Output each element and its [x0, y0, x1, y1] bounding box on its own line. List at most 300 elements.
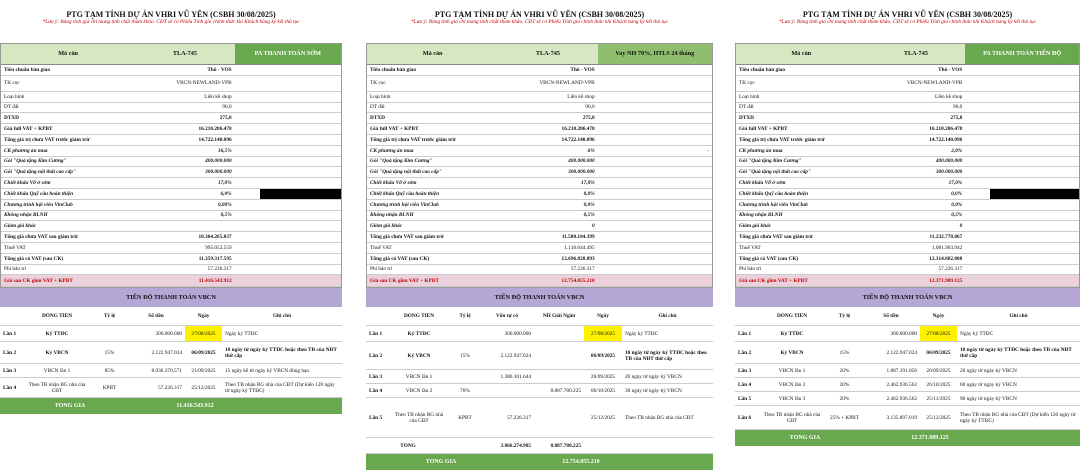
price-row: [736, 76, 1079, 92]
schedule-header: [0, 307, 342, 326]
schedule-cell: Lần 4: [3, 384, 17, 391]
row-label: CK phương án mua: [739, 147, 783, 154]
row-label: Tổng giá chưa VAT sau giảm trừ: [370, 234, 444, 241]
price-row: [1, 167, 341, 178]
row-label: Chiết khấu Quỹ cầu hoàn thiện: [370, 190, 440, 197]
schedule-cell: Theo TB nhận BG nhà của CĐT: [625, 414, 694, 421]
price-table-header: [367, 44, 712, 65]
total-value: 12.371.909.125: [911, 435, 949, 442]
price-row: [367, 211, 712, 222]
disclaimer-note: *Lưu ý: Bảng tính giá chỉ mang tính chất tham khảo. CĐT sẽ có Phiếu Tính giá chính thức khi Khách hàng ký kết thủ tục: [779, 19, 1036, 25]
row-value: 0,0%: [951, 190, 963, 197]
schedule-cell: Lần 4: [369, 387, 383, 394]
schedule-header-cell: Ghi chú: [1009, 313, 1028, 320]
schedule-row: [366, 370, 713, 384]
row-value: 1.081.903.942: [931, 244, 963, 251]
total-row: [0, 398, 342, 414]
price-row: [736, 189, 1079, 200]
price-row: [736, 113, 1079, 124]
row-label: Tiêu chuẩn bàn giao: [370, 66, 416, 73]
schedule-header-cell: DÒNG TIỀN: [776, 313, 808, 320]
price-row: [1, 157, 341, 168]
schedule-cell: 06/09/2025: [590, 352, 616, 359]
schedule-cell: 20%: [839, 395, 850, 402]
row-label: Giảm giá khác: [370, 223, 403, 230]
schedule-cell: Ký TTĐC: [780, 330, 804, 337]
row-value: 400.000.000: [568, 158, 595, 165]
price-row: [736, 178, 1079, 189]
row-label: CK phương án mua: [370, 147, 414, 154]
schedule-header-cell: Tỷ lệ: [838, 313, 851, 320]
schedule-cell: Lần 3: [738, 367, 752, 374]
row-label: DTXD: [370, 115, 386, 122]
row-value: Thô - VOS: [207, 66, 232, 73]
row-value: 400.000.000: [205, 158, 232, 165]
price-row: [736, 92, 1079, 103]
row-label: DTXD: [4, 115, 20, 122]
header-cell: Mã căn: [58, 51, 78, 57]
row-label: Giá full VAT + KPBT: [370, 126, 419, 133]
schedule-cell: 25/12/2025: [926, 414, 951, 421]
row-value: 12.696.828.893: [561, 255, 595, 262]
row-value: 11.580.184.399: [561, 234, 595, 241]
row-value: VBCN-NEWLAND-VPB: [907, 80, 963, 87]
schedule-cell: 06/10/2025: [590, 387, 616, 394]
schedule-cell: VBCN lần 3: [778, 395, 806, 402]
schedule-row: [366, 384, 713, 398]
schedule-cell: Lần 1: [3, 330, 17, 337]
price-row: [736, 103, 1079, 114]
row-label: Thuế VAT: [739, 244, 761, 251]
row-label: Phí bảo trì: [370, 266, 393, 273]
row-value: 10.364.265.037: [198, 234, 232, 241]
schedule-row: [0, 378, 342, 398]
row-value: 0,00%: [217, 201, 232, 208]
price-row: [736, 243, 1079, 254]
schedule-cell: VBCN lần 2: [405, 387, 433, 394]
row-label: Giảm giá khác: [739, 223, 772, 230]
price-row: [1, 275, 341, 287]
schedule-row: [0, 326, 342, 342]
price-row: [367, 178, 712, 189]
price-row: [1, 103, 341, 114]
price-table: [0, 43, 342, 288]
price-row: [1, 254, 341, 265]
schedule-header-cell: Ngày: [597, 313, 609, 320]
row-value: 14.722.140.096: [198, 136, 232, 143]
price-row: [1, 189, 341, 200]
price-row: [367, 254, 712, 265]
price-row: [736, 200, 1079, 211]
row-value: 0,0%: [951, 201, 963, 208]
price-row: [367, 157, 712, 168]
row-label: Tổng giá có VAT (sau CK): [370, 255, 430, 262]
schedule-cell: 20%: [839, 367, 850, 374]
total-value: 12.754.055.210: [562, 459, 600, 466]
row-value: Liền kề shop: [204, 93, 232, 100]
header-cell: TLA-745: [903, 51, 928, 57]
row-value: 2,0%: [951, 147, 963, 154]
schedule-cell: Lần 3: [369, 373, 383, 380]
schedule-cell: 2.462.936.562: [886, 395, 917, 402]
price-row: [1, 65, 341, 76]
schedule-cell: Theo TB nhận BG nhà của CĐT (Dự kiến 120 ngày từ ngày ký TTĐC): [225, 381, 335, 394]
row-value: 275,8: [582, 115, 595, 122]
row-value: 275,8: [219, 115, 232, 122]
schedule-header-cell: Ghi chú: [272, 313, 292, 320]
panel-title: PTG TẠM TÍNH DỰ ÁN VHRI VŨ YÊN (CSBH 30/08/2025): [66, 10, 276, 19]
row-label: Tổng giá chưa VAT sau giảm trừ: [739, 234, 813, 241]
schedule-cell: Lần 3: [3, 367, 17, 374]
schedule-cell: 20%: [839, 381, 850, 388]
row-value: Thô - VOS: [938, 66, 963, 73]
row-value: 16,5%: [217, 147, 232, 154]
price-row: [736, 275, 1079, 287]
schedule-header-cell: Ngày: [932, 313, 945, 320]
row-label: Tổng giá có VAT (sau CK): [739, 255, 799, 262]
schedule-cell: 26/10/2025: [926, 381, 951, 388]
row-label: Tổng giá có VAT (sau CK): [4, 255, 64, 262]
schedule-cell: 90 ngày từ ngày ký VBCN: [960, 395, 1017, 402]
schedule-header: [735, 307, 1080, 326]
schedule-cell: Lần 1: [369, 330, 383, 337]
row-value: 0,5%: [220, 212, 232, 219]
header-cell: Vay NH 70%, HTLS 24 tháng: [598, 44, 712, 64]
price-row: [367, 113, 712, 124]
price-table-header: [1, 44, 341, 65]
schedule-cell: 2.122.947.024: [500, 352, 531, 359]
row-label: Tổng giá chưa VAT sau giảm trừ: [4, 234, 78, 241]
row-value: 0,0%: [583, 201, 595, 208]
schedule-cell: KPBT: [458, 414, 472, 421]
price-row: [736, 232, 1079, 243]
schedule-cell: Lần 4: [738, 381, 752, 388]
price-row: [1, 113, 341, 124]
schedule-cell: Ký TTĐC: [45, 330, 69, 337]
row-extra: [260, 189, 341, 199]
price-row: [1, 265, 341, 276]
schedule-cell: 85%: [104, 367, 115, 374]
row-extra: -: [707, 147, 709, 154]
row-value: 14.722.140.096: [561, 136, 595, 143]
schedule-cell: 10 ngày từ ngày ký TTĐC hoặc theo TB của NĐT thứ cấp: [625, 349, 707, 362]
schedule-cell: Ký TTĐC: [407, 330, 431, 337]
row-value: 300.000.000: [935, 169, 963, 176]
total-label: TỔNG GIÁ: [425, 459, 457, 466]
price-table: [366, 43, 713, 288]
price-row: [736, 221, 1079, 232]
row-label: Không nhận BLNH: [739, 212, 783, 219]
price-row: [367, 189, 712, 200]
schedule-cell: 70%: [460, 387, 470, 394]
schedule-cell: Lần 6: [738, 414, 752, 421]
row-label: TK cọc: [4, 80, 20, 87]
schedule-cell: 20 ngày từ ngày ký VBCN: [960, 367, 1017, 374]
schedule-cell: 1.887.191.056: [886, 367, 917, 374]
schedule-header-cell: Số tiền: [148, 313, 164, 320]
schedule-header-cell: Ngày: [197, 313, 210, 320]
schedule-cell: 300.000.000: [504, 330, 531, 337]
header-cell: PA THANH TOÁN SỚM: [235, 44, 341, 64]
price-row: [736, 65, 1079, 76]
price-row: [1, 124, 341, 135]
row-value: 11.359.317.595: [198, 255, 232, 262]
schedule-row: [366, 326, 713, 342]
price-row: [367, 135, 712, 146]
schedule-cell: Ngày ký TTĐC: [625, 330, 659, 337]
schedule-cell: Lần 5: [738, 395, 752, 402]
row-label: Chương trình hội viên VinClub: [739, 201, 808, 208]
schedule-cell: VBCN lần 1: [43, 367, 71, 374]
price-row: [736, 157, 1079, 168]
schedule-cell: 26/09/2025: [590, 373, 616, 380]
row-value: 90,0: [222, 104, 232, 111]
schedule-cell: 15%: [460, 352, 470, 359]
schedule-cell: 25/12/2025: [191, 384, 216, 391]
row-label: Tiêu chuẩn bàn giao: [739, 66, 785, 73]
schedule-cell: 27/08/2025: [185, 326, 222, 341]
row-value: Liền kề shop: [567, 93, 595, 100]
schedule-cell: 25% + KPBT: [830, 414, 859, 421]
row-label: DT đất: [4, 104, 19, 111]
schedule-cell: 25/12/2025: [590, 414, 616, 421]
schedule-cell: 15 ngày kể từ ngày ký VBCN đúng hạn: [225, 367, 309, 374]
price-row: [1, 178, 341, 189]
row-value: 1.116.644.495: [564, 244, 595, 251]
price-row: [1, 76, 341, 92]
schedule-row: [366, 342, 713, 370]
price-panel-2: [366, 0, 713, 470]
header-cell: Mã căn: [791, 51, 812, 57]
row-label: Chiết khấu Vỡ ở sớm: [739, 180, 786, 187]
price-panel-3: [735, 0, 1080, 446]
price-row: [367, 92, 712, 103]
row-label: DTXD: [739, 115, 755, 122]
schedule-cell: Ký VBCN: [780, 349, 804, 356]
row-value: 57.226.317: [207, 266, 232, 273]
row-value: 57.226.317: [570, 266, 595, 273]
row-label: Loại hình: [739, 93, 760, 100]
schedule-row: [735, 378, 1080, 392]
total-label: TỔNG GIÁ: [789, 435, 821, 442]
schedule-cell: 8.887.780.225: [550, 387, 581, 394]
row-value: 57.226.317: [938, 266, 963, 273]
row-value: 16.210.206.478: [929, 126, 963, 133]
row-value: 16.210.206.478: [561, 126, 595, 133]
row-value: 12.371.909.125: [929, 277, 963, 284]
schedule-cell: 27/08/2025: [584, 326, 622, 341]
schedule-cell: Ngày ký TTĐC: [225, 330, 259, 337]
total-row: [735, 430, 1080, 446]
row-label: Tổng giá trị chưa VAT trước giảm trừ: [370, 136, 456, 143]
schedule-cell: 25/11/2025: [926, 395, 951, 402]
price-row: [736, 124, 1079, 135]
row-label: Gói "Quà tặng nội thất cao cấp": [4, 169, 76, 176]
row-label: Tổng giá trị chưa VAT trước giảm trừ: [4, 136, 90, 143]
row-label: DT đất: [739, 104, 754, 111]
row-label: Gói "Quà tặng Kim Cương": [739, 158, 802, 165]
price-row: [367, 65, 712, 76]
price-row: [1, 221, 341, 232]
price-row: [367, 76, 712, 92]
row-label: DT đất: [370, 104, 385, 111]
schedule-table: [366, 307, 713, 454]
schedule-cell: 20 ngày từ ngày ký VBCN: [625, 373, 682, 380]
schedule-header-cell: Tỷ lệ: [103, 313, 116, 320]
row-value: 0,5%: [583, 212, 595, 219]
schedule-cell: 300.000.000: [890, 330, 917, 337]
schedule-cell: 1.386.101.644: [500, 373, 531, 380]
schedule-cell: Theo TB nhận BG nhà của CĐT: [763, 411, 821, 424]
schedule-cell: Lần 1: [738, 330, 752, 337]
schedule-cell: Ký VBCN: [407, 352, 431, 359]
schedule-cell: 3.135.897.019: [886, 414, 917, 421]
row-value: 90,0: [585, 104, 595, 111]
row-label: Gói "Quà tặng nội thất cao cấp": [370, 169, 442, 176]
row-extra: [990, 189, 1079, 199]
schedule-table: [735, 307, 1080, 430]
row-value: Thô - VOS: [570, 66, 595, 73]
sum-own-capital: 3.866.274.985: [500, 442, 531, 449]
schedule-header-cell: NH Giải Ngân: [542, 313, 576, 320]
row-value: 14.722.140.096: [929, 136, 963, 143]
schedule-cell: 27/08/2025: [920, 326, 957, 341]
sum-label: TỔNG: [400, 442, 416, 449]
row-label: Chương trình hội viên VinClub: [4, 201, 73, 208]
price-row: [367, 146, 712, 157]
row-value: 300.000.000: [568, 169, 595, 176]
row-value: VBCN-NEWLAND-VPB: [539, 80, 595, 87]
schedule-cell: 26/09/2025: [926, 367, 951, 374]
price-row: [1, 211, 341, 222]
row-label: Gói "Quà tặng nội thất cao cấp": [739, 169, 811, 176]
schedule-title: TIẾN ĐỘ THANH TOÁN VBCN: [366, 288, 713, 307]
schedule-table: [0, 307, 342, 398]
row-label: Phí bảo trì: [4, 266, 27, 273]
schedule-row: [0, 342, 342, 364]
schedule-row: [0, 364, 342, 378]
price-row: [736, 167, 1079, 178]
row-value: Liền kề shop: [934, 93, 963, 100]
row-value: 0: [592, 223, 595, 230]
schedule-cell: 2.462.936.562: [886, 381, 917, 388]
row-label: Giá sau CK gồm VAT + KPBT: [739, 277, 808, 284]
schedule-cell: 8.936.370.571: [151, 367, 182, 374]
price-table: [735, 43, 1080, 288]
row-value: 16.210.206.478: [198, 126, 232, 133]
row-label: Tiêu chuẩn bàn giao: [4, 66, 50, 73]
row-label: TK cọc: [739, 80, 755, 87]
price-row: [367, 124, 712, 135]
schedule-cell: 57.226.317: [507, 414, 531, 421]
schedule-cell: Theo TB nhận BG nhà của CĐT: [394, 411, 444, 424]
schedule-cell: 06/09/2025: [926, 349, 951, 356]
price-row: [1, 135, 341, 146]
row-value: 11.416.543.912: [198, 277, 232, 284]
schedule-cell: 2.122.947.024: [151, 349, 182, 356]
row-value: 6%: [587, 147, 595, 154]
row-label: Loại hình: [370, 93, 391, 100]
price-row: [736, 254, 1079, 265]
schedule-cell: 15%: [104, 349, 115, 356]
row-value: 11.232.778.867: [929, 234, 963, 241]
total-row: [366, 454, 713, 470]
schedule-cell: 57.226.317: [158, 384, 182, 391]
price-row: [1, 92, 341, 103]
schedule-title: TIẾN ĐỘ THANH TOÁN VBCN: [0, 288, 342, 307]
schedule-cell: Lần 5: [369, 414, 383, 421]
row-value: VBCN-NEWLAND-VPB: [176, 80, 232, 87]
total-label: TỔNG GIÁ: [54, 403, 86, 410]
schedule-cell: 10 ngày từ ngày ký TTĐC hoặc theo TB của NĐT thứ cấp: [960, 346, 1072, 359]
header-cell: TLA-745: [535, 51, 560, 57]
row-label: Giảm giá khác: [4, 223, 37, 230]
row-value: 0: [959, 223, 963, 230]
row-value: 995.052.559: [205, 244, 232, 251]
row-label: Thuế VAT: [4, 244, 26, 251]
panel-title: PTG TẠM TÍNH DỰ ÁN VHRI VŨ YÊN (CSBH 30/08/2025): [434, 10, 645, 19]
schedule-row: [735, 342, 1080, 364]
row-label: Chiết khấu Vỡ ở sớm: [370, 180, 417, 187]
row-value: 12.754.055.210: [561, 277, 595, 284]
schedule-cell: VBCN lần 2: [778, 381, 806, 388]
row-label: Loại hình: [4, 93, 25, 100]
row-label: Chiết khấu Quỹ cầu hoàn thiện: [4, 190, 74, 197]
row-label: Phí bảo trì: [739, 266, 762, 273]
row-value: 12.314.682.808: [929, 255, 963, 262]
schedule-cell: Theo TB nhận BG nhà của CĐT: [28, 381, 86, 394]
row-value: 17,0%: [580, 180, 595, 187]
price-row: [367, 221, 712, 232]
price-row: [1, 232, 341, 243]
row-label: Giá full VAT + KPBT: [739, 126, 788, 133]
price-row: [1, 146, 341, 157]
schedule-row: [735, 364, 1080, 378]
row-label: Không nhận BLNH: [4, 212, 48, 219]
row-label: Gói "Quà tặng Kim Cương": [370, 158, 433, 165]
row-label: TK cọc: [370, 80, 386, 87]
price-panel-1: [0, 0, 342, 414]
price-table-header: [736, 44, 1079, 65]
row-label: Thuế VAT: [370, 244, 392, 251]
price-row: [1, 243, 341, 254]
row-label: CK phương án mua: [4, 147, 48, 154]
schedule-cell: 60 ngày từ ngày ký VBCN: [960, 381, 1017, 388]
price-row: [736, 265, 1079, 276]
header-cell: Mã căn: [422, 51, 443, 57]
row-label: Chiết khấu Quỹ cầu hoàn thiện: [739, 190, 809, 197]
schedule-cell: 06/09/2025: [191, 349, 216, 356]
schedule-cell: Lần 2: [3, 349, 17, 356]
schedule-sum-row: [366, 438, 713, 454]
row-label: Giá sau CK gồm VAT + KPBT: [370, 277, 439, 284]
disclaimer-note: *Lưu ý: Bảng tính giá chỉ mang tính chất tham khảo. CĐT sẽ có Phiếu Tính giá chính thức khi Khách hàng ký kết thủ tục: [411, 19, 668, 25]
schedule-header-cell: Ghi chú: [658, 313, 677, 320]
schedule-header-cell: DÒNG TIỀN: [41, 313, 73, 320]
price-row: [736, 146, 1079, 157]
row-value: 0,5%: [951, 212, 963, 219]
schedule-cell: 10 ngày từ ngày ký TTĐC hoặc theo TB của NĐT thứ cấp: [225, 346, 337, 359]
schedule-header-cell: Tỷ lệ: [459, 313, 471, 320]
row-value: 400.000.000: [935, 158, 963, 165]
schedule-cell: 300.000.000: [155, 330, 182, 337]
schedule-cell: Ngày ký TTĐC: [960, 330, 994, 337]
schedule-row: [366, 398, 713, 438]
total-value: 11.416.543.912: [176, 403, 214, 410]
schedule-cell: 15%: [839, 349, 850, 356]
row-label: Chương trình hội viên VinClub: [370, 201, 439, 208]
price-row: [367, 232, 712, 243]
